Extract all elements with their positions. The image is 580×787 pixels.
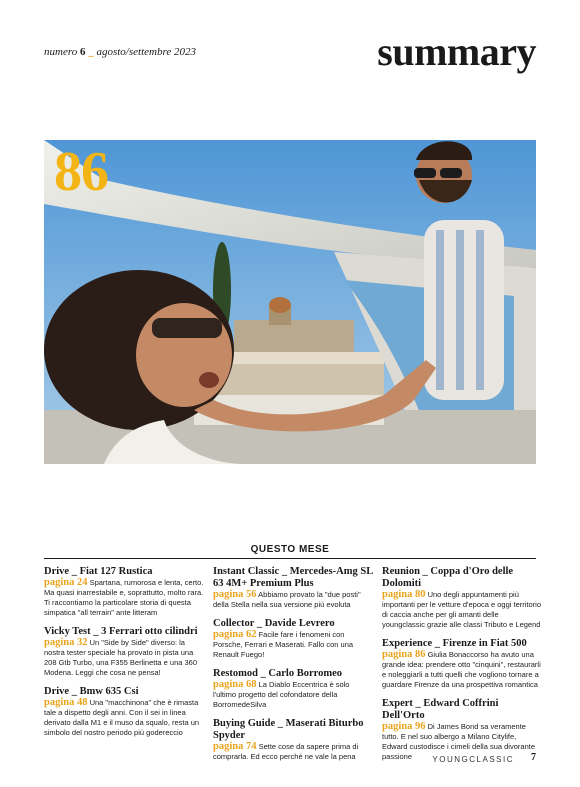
toc-entry-body: [44, 578, 204, 618]
section-heading: QUESTO MESE: [250, 544, 330, 555]
footer-page-number: 7: [531, 752, 536, 763]
issue-word: numero: [44, 46, 78, 58]
toc-entry-title: Instant Classic _ Mercedes-Amg SL 63 4M+ Premium Plus: [213, 566, 373, 589]
issue-separator: _: [88, 46, 94, 58]
toc-entry-page: pagina 62: [213, 629, 257, 640]
toc-entry[interactable]: [382, 638, 542, 690]
toc-entry-text: Un "Side by Side" diverso: la nostra tester speciale ha provato in pista una 208 Gtb Turbo, una F355 Berlinetta e una 360 Modena. Leggi che cosa ne pensa!: [44, 638, 198, 677]
toc-entry[interactable]: [382, 698, 542, 762]
toc-entry[interactable]: [213, 566, 373, 610]
toc-entry-body: [213, 630, 373, 660]
toc-entry-title: Collector _ Davide Levrero: [213, 618, 335, 629]
toc-entry-body: [44, 698, 204, 738]
toc-entry-page: pagina 24: [44, 577, 88, 588]
toc-entry-text: Facile fare i fenomeni con Porsche, Ferrari e Maserati. Fallo con una Renault Fuego!: [213, 630, 354, 659]
toc-entry-text: Abbiamo provato la "due posti" della Stella nella sua versione più evoluta: [213, 590, 361, 609]
toc-entry-text: Una "macchinona" che è rimasta tale a dispetto degli anni. Con il sei in linea derivato dalla M1 e il muso da squalo, resta un simbolo del nostro periodo più godereccio: [44, 698, 200, 737]
toc-entry-page: pagina 74: [213, 741, 257, 752]
toc-entry-text: Uno degli appuntamenti più importanti per le vetture d'epoca e oggi territorio di caccia anche per gli amanti delle youngclassic grazie alle classi Tributo e Legend: [382, 590, 542, 629]
toc-entry-title: Restomod _ Carlo Borromeo: [213, 668, 342, 679]
toc-entry[interactable]: [44, 566, 204, 618]
section-divider: [44, 558, 536, 559]
toc-entry-body: [213, 680, 373, 710]
toc-entry-page: pagina 56: [213, 589, 257, 600]
page-title: summary: [377, 29, 536, 74]
toc-entry-title: Drive _ Fiat 127 Rustica: [44, 566, 153, 577]
toc-entry-page: pagina 96: [382, 721, 426, 732]
toc-entry-text: Spartana, rumorosa e lenta, certo. Ma quasi inarrestabile e, soprattutto, molto rara. Ti raccontiamo la particolare storia di questa simpatica "all terrain" ante litteram: [44, 578, 204, 617]
toc-entry-body: [44, 638, 204, 678]
toc-entry[interactable]: [382, 566, 542, 630]
toc-column-3: [382, 566, 542, 770]
toc-entry-title: Vicky Test _ 3 Ferrari otto cilindri: [44, 626, 198, 637]
toc-entry-body: [213, 742, 373, 762]
issue-info: [44, 46, 196, 58]
toc-entry-body: [382, 650, 542, 690]
toc-entry-text: Sette cose da sapere prima di comprarla. Ed ecco perché ne vale la pena: [213, 742, 359, 761]
toc-entry-body: [213, 590, 373, 610]
toc-entry[interactable]: [213, 668, 373, 710]
toc-entry-page: pagina 86: [382, 649, 426, 660]
toc-entry-title: Reunion _ Coppa d'Oro delle Dolomiti: [382, 566, 514, 589]
toc-entry-page: pagina 68: [213, 679, 257, 690]
toc-column-1: [44, 566, 204, 746]
cover-page-number: 86: [54, 141, 108, 203]
toc-entry-text: La Diablo Eccentrica è solo l'ultimo progetto del cofondatore della BorromedeSilva: [213, 680, 350, 709]
toc-entry-title: Experience _ Firenze in Fiat 500: [382, 638, 527, 649]
toc-column-2: [213, 566, 373, 770]
toc-entry-title: Expert _ Edward Coffrini Dell'Orto: [382, 698, 499, 721]
hero-photo: [44, 140, 536, 464]
toc-entry-text: Giulia Bonaccorso ha avuto una grande idea: prendere otto "cinquini", restaurarli e noleggiarli a tutti quelli che vogliono tornare a guardare Firenze da una prospettiva romantica: [382, 650, 541, 689]
toc-entry-title: Buying Guide _ Maserati Biturbo Spyder: [213, 718, 364, 741]
toc-entry[interactable]: [44, 686, 204, 738]
toc-entry-page: pagina 32: [44, 637, 88, 648]
toc-entry-page: pagina 48: [44, 697, 88, 708]
issue-date: agosto/settembre 2023: [96, 46, 196, 58]
toc-entry[interactable]: [213, 618, 373, 660]
toc-entry[interactable]: [44, 626, 204, 678]
issue-number: 6: [79, 46, 86, 58]
toc-entry-title: Drive _ Bmw 635 Csi: [44, 686, 139, 697]
toc-entry-body: [382, 590, 542, 630]
toc-entry-page: pagina 80: [382, 589, 426, 600]
footer-brand: YOUNGCLASSIC: [432, 755, 514, 764]
toc-entry[interactable]: [213, 718, 373, 762]
toc-entry-text: Di James Bond sa veramente tutto. E nel suo albergo a Milano Citylife, Edward custodisce i cimeli della sua divorante passione: [382, 722, 535, 761]
hero-photo-illustration: [44, 140, 536, 464]
